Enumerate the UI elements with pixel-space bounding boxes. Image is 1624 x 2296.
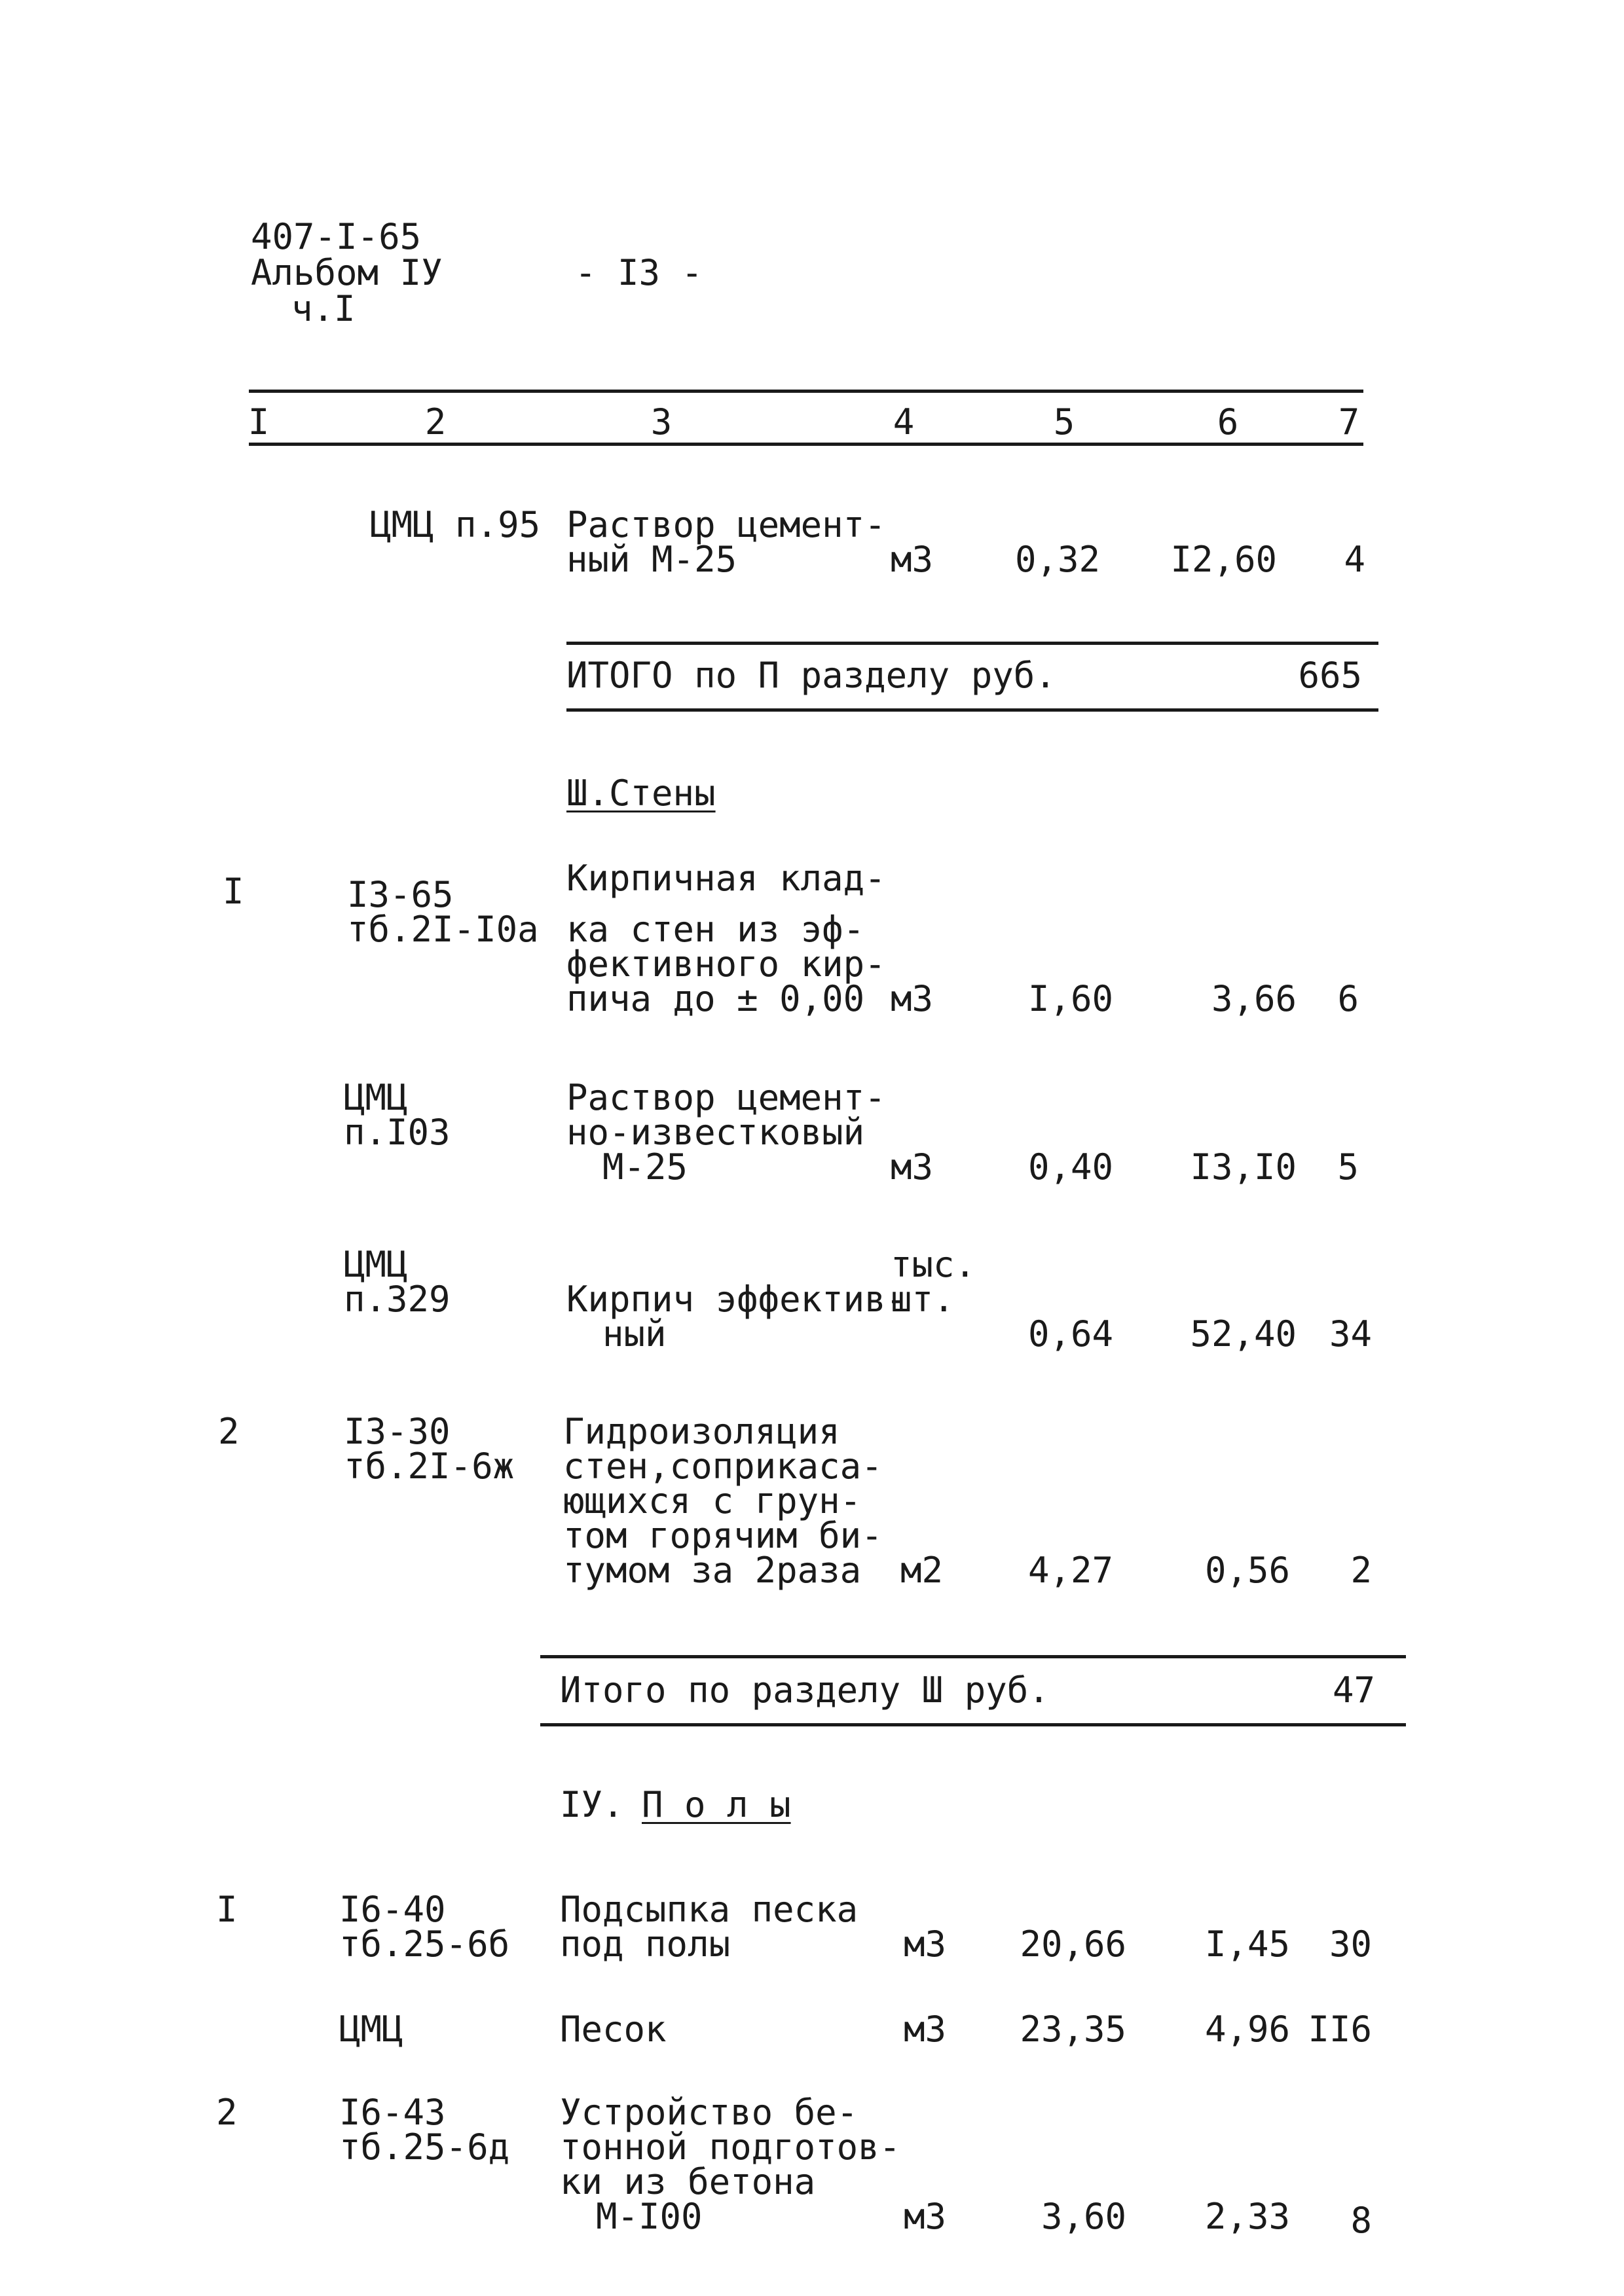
row-total: 5: [1337, 1146, 1359, 1188]
row-description-line: Подсыпка песка: [560, 1889, 858, 1930]
row-unit: м3: [904, 2009, 947, 2050]
row-description-line: Устройство бе-: [560, 2092, 858, 2133]
total-rule-top: [540, 1655, 1406, 1658]
column-header-3: 3: [650, 401, 673, 443]
row-reference: тб.2I-6ж: [344, 1446, 515, 1487]
row-description-line: М-I00: [596, 2196, 703, 2237]
row-total: 2: [1350, 1550, 1372, 1591]
row-number: I: [216, 1889, 238, 1930]
row-reference: ЦМЦ п.95: [370, 504, 541, 545]
row-price: 4,96: [1204, 2009, 1290, 2050]
row-description-line: фективного кир-: [566, 943, 886, 985]
total-rule-top: [566, 642, 1378, 645]
section-heading-prefix: IУ.: [560, 1784, 624, 1825]
row-total: II6: [1308, 2009, 1372, 2050]
document-code: 407-I-65: [251, 216, 422, 257]
row-price: 3,66: [1211, 978, 1297, 1019]
row-price: I2,60: [1170, 539, 1277, 580]
row-description-line: ный М-25: [566, 539, 737, 580]
row-reference: ЦМЦ: [344, 1244, 408, 1285]
section-total-value: 47: [1332, 1669, 1375, 1711]
row-description-line: стен,соприкаса-: [563, 1446, 883, 1487]
page-number: - I3 -: [575, 252, 703, 293]
row-unit: шт.: [891, 1279, 955, 1320]
row-description-line: Кирпич эффектив-: [566, 1279, 908, 1320]
section-total-label: ИТОГО по П разделу руб.: [566, 655, 1056, 696]
row-description-line: тумом за 2раза: [563, 1550, 862, 1591]
row-unit: м3: [891, 978, 934, 1019]
row-reference: I3-30: [344, 1411, 451, 1452]
row-description-line: М-25: [602, 1146, 688, 1188]
row-quantity: 0,32: [1014, 539, 1100, 580]
row-quantity: 0,40: [1027, 1146, 1113, 1188]
column-header-6: 6: [1217, 401, 1239, 443]
row-description-line: Песок: [560, 2009, 667, 2050]
column-header-1: I: [248, 401, 270, 443]
row-reference: ЦМЦ: [344, 1077, 408, 1118]
row-number: 2: [218, 1411, 240, 1452]
row-total: 34: [1329, 1313, 1372, 1355]
row-description-line: ки из бетона: [560, 2161, 816, 2202]
row-reference: тб.2I-I0а: [347, 909, 539, 950]
row-price: I3,I0: [1190, 1146, 1297, 1188]
column-header-7: 7: [1338, 401, 1360, 443]
row-description-line: под полы: [560, 1923, 731, 1965]
row-quantity: 23,35: [1020, 2009, 1126, 2050]
row-quantity: 20,66: [1020, 1923, 1126, 1965]
row-description-line: ющихся с грун-: [563, 1480, 862, 1522]
part-label: ч.I: [291, 288, 356, 329]
row-total: 6: [1337, 978, 1359, 1019]
header-rule-top: [249, 390, 1363, 393]
total-rule-bottom: [540, 1723, 1406, 1726]
row-quantity: 0,64: [1027, 1313, 1113, 1355]
row-total: 8: [1350, 2200, 1372, 2241]
row-price: I,45: [1204, 1923, 1290, 1965]
row-description-line: том горячим би-: [563, 1515, 883, 1556]
row-reference: тб.25-6б: [339, 1923, 510, 1965]
column-header-5: 5: [1053, 401, 1075, 443]
header-rule-bottom: [249, 443, 1363, 446]
row-quantity: I,60: [1027, 978, 1113, 1019]
row-reference: I6-40: [339, 1889, 446, 1930]
row-description-line: Кирпичная клад-: [566, 858, 886, 899]
row-reference: ЦМЦ: [339, 2009, 403, 2050]
row-reference: п.329: [344, 1279, 451, 1320]
row-total: 4: [1344, 539, 1365, 580]
row-total: 30: [1329, 1923, 1372, 1965]
column-header-4: 4: [893, 401, 915, 443]
row-quantity: 4,27: [1027, 1550, 1113, 1591]
row-reference: тб.25-6д: [339, 2126, 510, 2168]
row-description-line: но-известковый: [566, 1112, 865, 1153]
row-description-line: Раствор цемент-: [566, 504, 886, 545]
row-price: 52,40: [1190, 1313, 1297, 1355]
section-heading: Ш.Стены: [566, 773, 716, 814]
row-reference: I6-43: [339, 2092, 446, 2133]
row-description-line: ка стен из эф-: [566, 909, 865, 950]
row-reference: I3-65: [347, 874, 454, 915]
row-unit: м3: [904, 2196, 947, 2237]
row-quantity: 3,60: [1041, 2196, 1126, 2237]
column-header-2: 2: [424, 401, 447, 443]
section-heading: П о л ы: [642, 1784, 791, 1825]
row-description-line: Раствор цемент-: [566, 1077, 886, 1118]
album-label: Альбом IУ: [251, 252, 443, 293]
row-description-line: Гидроизоляция: [563, 1411, 840, 1452]
row-price: 2,33: [1204, 2196, 1290, 2237]
row-unit: м3: [904, 1923, 947, 1965]
row-unit: м3: [891, 539, 934, 580]
section-total-value: 665: [1298, 655, 1362, 696]
row-description-line: ный: [602, 1313, 667, 1355]
row-reference: п.I03: [344, 1112, 451, 1153]
total-rule-bottom: [566, 708, 1378, 712]
section-total-label: Итого по разделу Ш руб.: [560, 1669, 1050, 1711]
row-description-line: тонной подготов-: [560, 2126, 901, 2168]
row-number: 2: [216, 2092, 238, 2133]
row-unit: тыс.: [891, 1244, 976, 1285]
row-description-line: пича до ± 0,00: [566, 978, 865, 1019]
row-unit: м2: [900, 1550, 944, 1591]
row-unit: м3: [891, 1146, 934, 1188]
row-number: I: [223, 871, 244, 912]
row-price: 0,56: [1204, 1550, 1290, 1591]
